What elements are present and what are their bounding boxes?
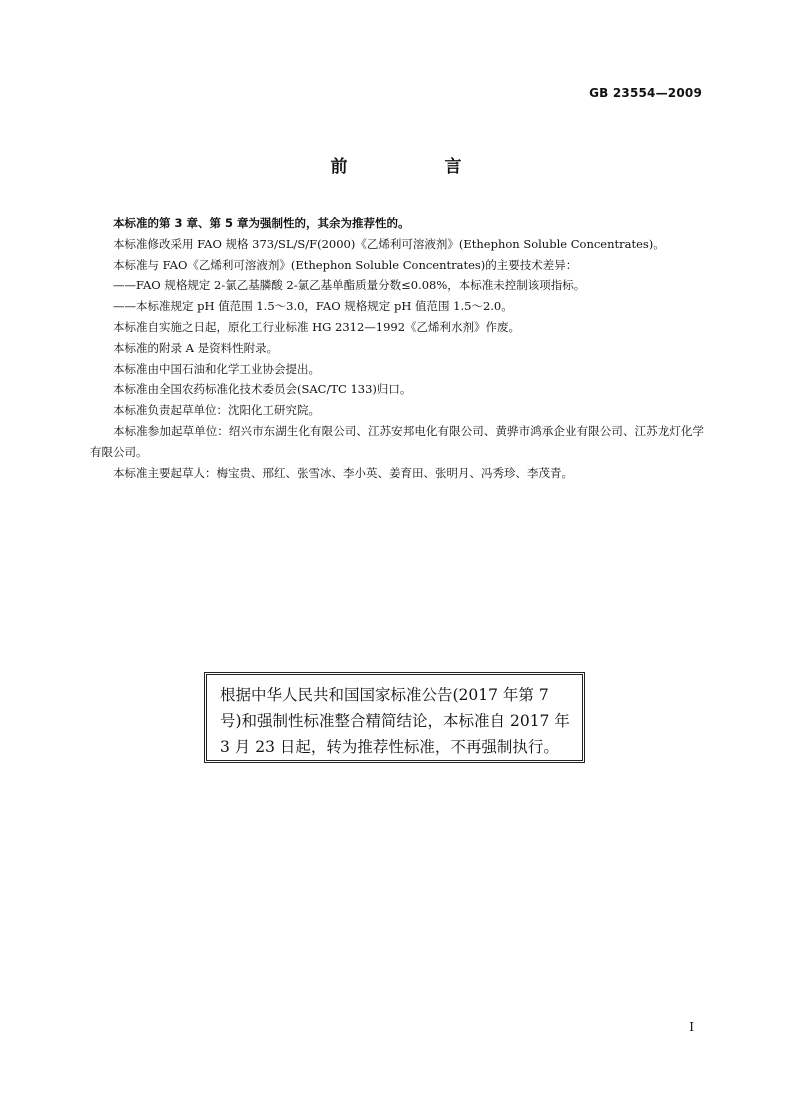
paragraph-adoption: 本标准修改采用 FAO 规格 373/SL/S/F(2000)《乙烯利可溶液剂》(Ethephon Soluble Concentrates)。	[113, 236, 665, 251]
standard-code: GB 23554—2009	[589, 86, 702, 100]
paragraph-participating-units: 本标准参加起草单位：绍兴市东湖生化有限公司、江苏安邦电化有限公司、黄骅市鸿承企业有限公司、江苏龙灯化学有限公司。	[90, 423, 704, 459]
page-title: 前 言	[330, 157, 502, 177]
paragraph-difference-1: ——FAO 规格规定 2-氯乙基膦酸 2-氯乙基单酯质量分数≤0.08%，本标准未控制该项指标。	[113, 278, 586, 293]
paragraph-proposed-by: 本标准由中国石油和化学工业协会提出。	[113, 361, 320, 376]
notice-text: 根据中华人民共和国国家标准公告(2017 年第 7 号)和强制性标准整合精简结论，本标准自 2017 年 3 月 23 日起，转为推荐性标准，不再强制执行。	[220, 686, 570, 756]
paragraph-difference-2: ——本标准规定 pH 值范围 1.5～3.0，FAO 规格规定 pH 值范围 1.5～2.0。	[113, 299, 513, 314]
page-number: I	[689, 1020, 694, 1034]
foreword-body	[90, 213, 704, 483]
notice-box	[204, 672, 585, 763]
paragraph-supersedes: 本标准自实施之日起，原化工行业标准 HG 2312—1992《乙烯利水剂》作废。	[113, 319, 521, 334]
paragraph-annex: 本标准的附录 A 是资料性附录。	[113, 340, 279, 355]
paragraph-mandatory-chapters: 本标准的第 3 章、第 5 章为强制性的，其余为推荐性的。	[113, 216, 410, 230]
paragraph-differences-intro: 本标准与 FAO《乙烯利可溶液剂》(Ethephon Soluble Concentrates)的主要技术差异：	[113, 257, 578, 272]
paragraph-centralized-by: 本标准由全国农药标准化技术委员会(SAC/TC 133)归口。	[113, 382, 412, 397]
paragraph-drafting-unit: 本标准负责起草单位：沈阳化工研究院。	[113, 403, 320, 418]
paragraph-drafters: 本标准主要起草人：梅宝贵、邢红、张雪冰、李小英、姜育田、张明月、冯秀珍、李茂青。	[113, 465, 573, 480]
